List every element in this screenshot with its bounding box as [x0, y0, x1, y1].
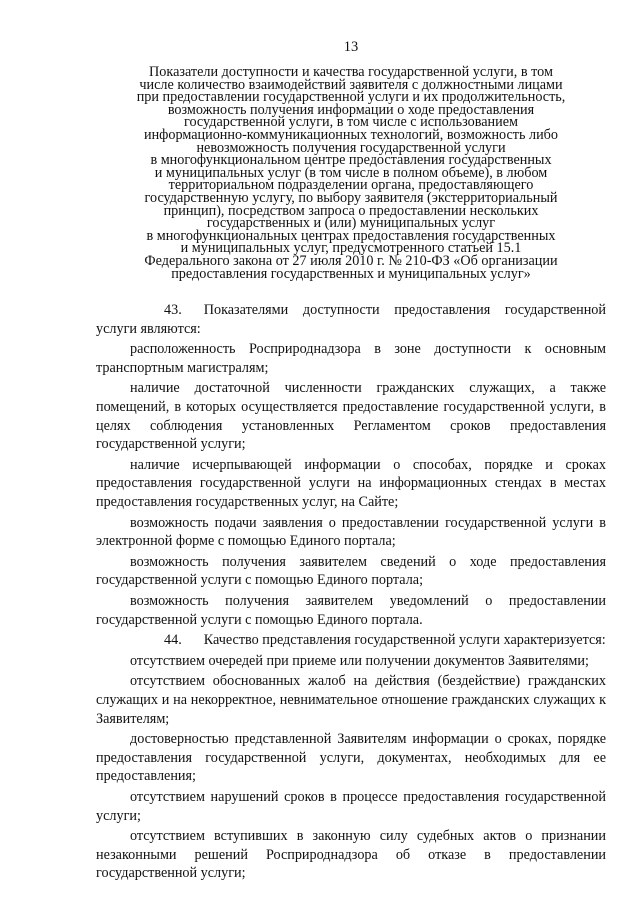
clause-43-intro [96, 301, 606, 340]
heading-line: государственную услугу, по выбору заявителя (экстерриториальный [144, 189, 558, 206]
clause-44-point: отсутствием очередей при приеме или получении документов Заявителями; [130, 652, 589, 669]
clause-number: 43. [164, 302, 182, 319]
clause-text: Качество представления государственной услуги характеризуется: [203, 632, 606, 649]
heading-line: Показатели доступности и качества государственной услуги, в том [149, 64, 553, 80]
clause-43-point: возможность получения заявителем уведомлений о предоставлении государственной услуги с помощью Единого портала. [96, 593, 606, 628]
heading-line: государственных и (или) муниципальных услуг [206, 215, 496, 232]
document-body [96, 301, 606, 885]
heading-line: при предоставлении государственной услуги и их продолжительность, [136, 89, 566, 106]
heading-line: числе количество взаимодействий заявителя с должностными лицами [139, 76, 563, 93]
page-number: 13 [343, 39, 359, 55]
clause-43-point: расположенность Росприроднадзора в зоне доступности к основным транспортным магистралям; [96, 341, 606, 376]
clause-44-intro [96, 631, 606, 652]
section-heading [96, 66, 606, 280]
heading-line: информационно-коммуникационных технологий, возможность либо [144, 126, 558, 143]
heading-line: и муниципальных услуг (в том числе в полном объеме), в любом [154, 164, 548, 181]
heading-line: Федерального закона от 27 июля 2010 г. № 210-ФЗ «Об организации [144, 252, 558, 269]
heading-line: принцип), посредством запроса о предоставлении нескольких [163, 202, 539, 219]
heading-line: в многофункциональном центре предоставления государственных [150, 152, 552, 169]
clause-43-point: наличие исчерпывающей информации о способах, порядке и сроках предоставления государственной услуги на информационных стендах в местах предоставления государственных услуг, на Сайте; [96, 456, 606, 511]
clause-44-point: достоверностью представленной Заявителям информации о сроках, порядке предоставления государственной услуги, документах, необходимых для ее предоставления; [96, 731, 606, 785]
clause-44-point: отсутствием вступивших в законную силу судебных актов о признании незаконными решений Росприроднадзора об отказе в предоставлении государственной услуги; [96, 828, 606, 882]
heading-line: государственной услуги, в том числе с использованием [184, 114, 518, 131]
heading-line: возможность получения информации о ходе предоставления [167, 101, 535, 118]
clause-43-point: наличие достаточной численности гражданских служащих, а также помещений, в которых осуществляется предоставление государственной услуги, в целях соблюдения установленных Регламентом сроков предоставления государственной услуги; [96, 380, 606, 453]
clause-44-point: отсутствием обоснованных жалоб на действия (бездействие) гражданских служащих и на некорректное, невнимательное отношение гражданских служащих к Заявителям; [96, 673, 606, 727]
heading-line: невозможность получения государственной услуги [196, 139, 506, 156]
clause-43-point: возможность подачи заявления о предоставлении государственной услуги в электронной форме с помощью Единого портала; [96, 514, 606, 550]
heading-line: предоставления государственных и муниципальных услуг» [171, 265, 531, 282]
clause-44-point: отсутствием нарушений сроков в процессе предоставления государственной услуги; [96, 788, 606, 824]
clause-text: Показателями доступности предоставления государственной услуги являются: [96, 302, 606, 337]
heading-line: и муниципальных услуг, предусмотренного статьей 15.1 [180, 240, 522, 257]
heading-line: в многофункциональных центрах предоставления государственных [146, 227, 556, 244]
clause-number: 44. [164, 632, 182, 649]
clause-43-point: возможность получения заявителем сведений о ходе предоставления государственной услуги с помощью Единого портала; [96, 553, 606, 589]
heading-line: территориальном подразделении органа, предоставляющего [168, 177, 534, 194]
